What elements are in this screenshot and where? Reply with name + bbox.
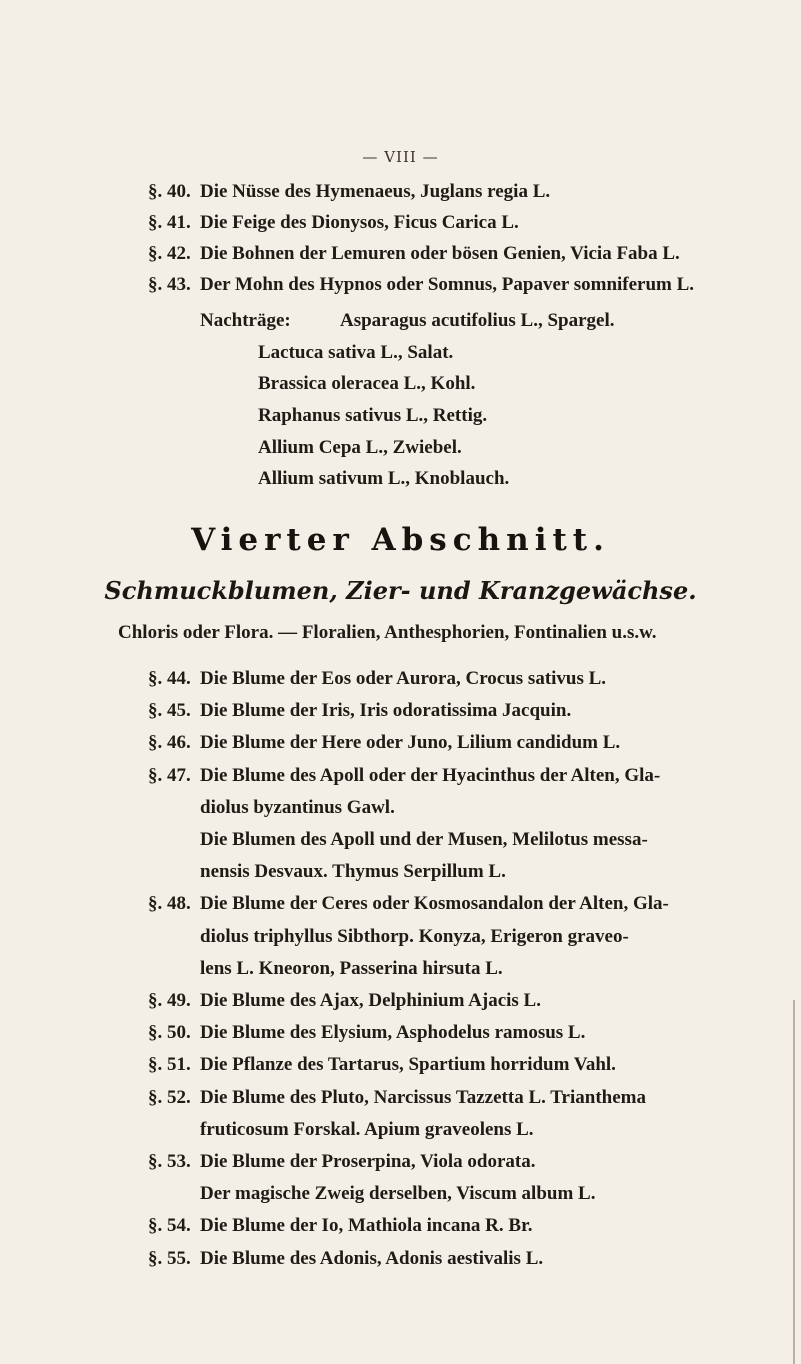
entry-text: Die Nüsse des Hymenaeus, Juglans regia L. bbox=[200, 181, 551, 202]
nachtraege-item: Allium sativum L., Knoblauch. bbox=[258, 468, 510, 489]
entry-text: Die Blumen des Apoll und der Musen, Melilotus messa- bbox=[200, 829, 648, 850]
entry-text: diolus triphyllus Sibthorp. Konyza, Erigeron graveo- bbox=[200, 926, 629, 947]
entry-text: Die Blume des Apoll oder der Hyacinthus der Alten, Gla- bbox=[200, 765, 661, 786]
entry-text: Der Mohn des Hypnos oder Somnus, Papaver somniferum L. bbox=[200, 274, 695, 295]
chloris-line: Chloris oder Flora. — Floralien, Anthesphorien, Fontinalien u.s.w. bbox=[118, 622, 657, 643]
entry-number: §. 52. bbox=[148, 1087, 191, 1108]
nachtraege-item: Allium Cepa L., Zwiebel. bbox=[258, 437, 462, 458]
entry-text: Die Feige des Dionysos, Ficus Carica L. bbox=[200, 212, 519, 233]
entry-text: Die Bohnen der Lemuren oder bösen Genien, Vicia Faba L. bbox=[200, 243, 680, 264]
nachtraege-item: Lactuca sativa L., Salat. bbox=[258, 342, 454, 363]
entry-number: §. 45. bbox=[148, 700, 191, 721]
entry-text: Die Blume der Io, Mathiola incana R. Br. bbox=[200, 1215, 533, 1236]
entry-number: §. 44. bbox=[148, 668, 191, 689]
entry-text: Die Blume des Adonis, Adonis aestivalis L. bbox=[200, 1248, 544, 1269]
entry-number: §. 53. bbox=[148, 1151, 191, 1172]
entry-number: §. 46. bbox=[148, 732, 191, 753]
entry-text: Die Blume der Proserpina, Viola odorata. bbox=[200, 1151, 536, 1172]
entry-number: §. 50. bbox=[148, 1022, 191, 1043]
section-heading: Vierter Abschnitt. bbox=[191, 522, 610, 558]
entry-text: Die Blume der Ceres oder Kosmosandalon der Alten, Gla- bbox=[200, 893, 669, 914]
entry-number: §. 42. bbox=[148, 243, 191, 264]
entry-number: §. 43. bbox=[148, 274, 191, 295]
entry-number: §. 48. bbox=[148, 893, 191, 914]
entry-number: §. 49. bbox=[148, 990, 191, 1011]
nachtraege-label: Nachträge: bbox=[200, 310, 291, 331]
nachtraege-item: Asparagus acutifolius L., Spargel. bbox=[340, 310, 615, 331]
entry-number: §. 40. bbox=[148, 181, 191, 202]
entry-text: Der magische Zweig derselben, Viscum album L. bbox=[200, 1183, 596, 1204]
entry-text: Die Blume der Eos oder Aurora, Crocus sativus L. bbox=[200, 668, 607, 689]
nachtraege-item: Raphanus sativus L., Rettig. bbox=[258, 405, 488, 426]
entry-number: §. 51. bbox=[148, 1054, 191, 1075]
page-edge bbox=[793, 1000, 795, 1364]
entry-text: Die Blume des Pluto, Narcissus Tazzetta L. Trianthema bbox=[200, 1087, 646, 1108]
entry-text: diolus byzantinus Gawl. bbox=[200, 797, 395, 818]
entry-text: Die Blume der Iris, Iris odoratissima Jacquin. bbox=[200, 700, 572, 721]
entry-number: §. 55. bbox=[148, 1248, 191, 1269]
entry-text: nensis Desvaux. Thymus Serpillum L. bbox=[200, 861, 506, 882]
entry-text: fruticosum Forskal. Apium graveolens L. bbox=[200, 1119, 534, 1140]
entry-number: §. 47. bbox=[148, 765, 191, 786]
entry-text: lens L. Kneoron, Passerina hirsuta L. bbox=[200, 958, 503, 979]
entry-text: Die Blume des Elysium, Asphodelus ramosus L. bbox=[200, 1022, 586, 1043]
page-header: — VIII — bbox=[362, 148, 439, 166]
entry-text: Die Blume des Ajax, Delphinium Ajacis L. bbox=[200, 990, 541, 1011]
entry-text: Die Pflanze des Tartarus, Spartium horridum Vahl. bbox=[200, 1054, 616, 1075]
entry-text: Die Blume der Here oder Juno, Lilium candidum L. bbox=[200, 732, 621, 753]
entry-number: §. 54. bbox=[148, 1215, 191, 1236]
section-subheading: Schmuckblumen, Zier- und Kranzgewächse. bbox=[104, 576, 697, 605]
entry-number: §. 41. bbox=[148, 212, 191, 233]
nachtraege-item: Brassica oleracea L., Kohl. bbox=[258, 373, 476, 394]
